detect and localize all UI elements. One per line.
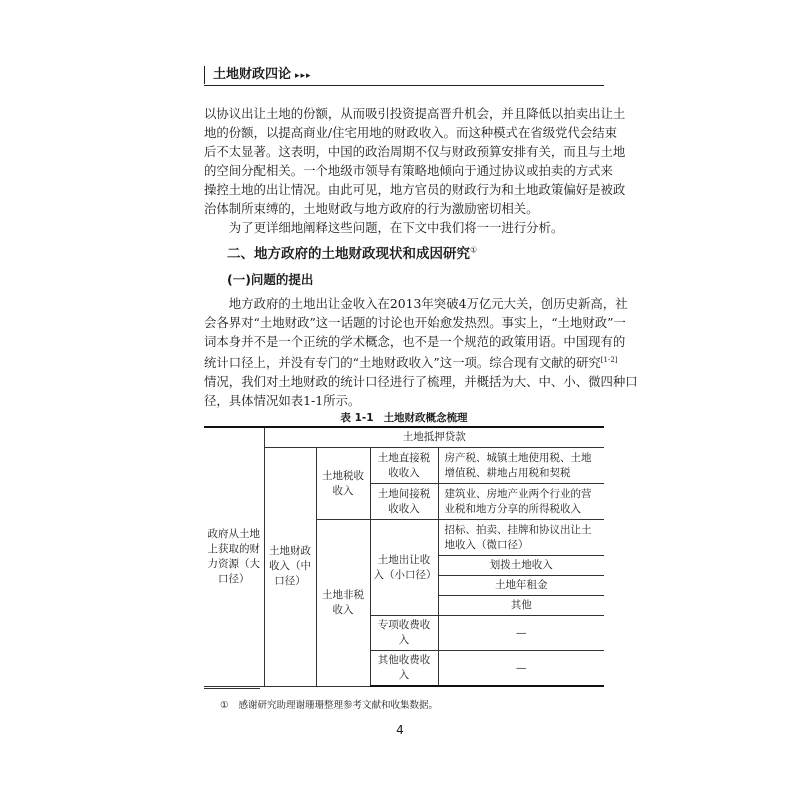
paragraph-line [204,351,618,372]
header-rule [204,85,604,86]
land-finance-table [204,426,604,687]
paragraph-line: 的空间分配相关。一个地级市领导有策略地倾向于通过协议或拍卖的方式来 [204,163,613,178]
cell-direct-tax-detail: 房产税、城镇土地使用税、土地增值税、耕地占用税和契税 [438,448,604,484]
cell-mortgage-loans: 土地抵押贷款 [264,427,604,448]
paragraph-line: 地方政府的土地出让金收入在2013年突破4万亿元大关，创历史新高，社 [228,296,628,311]
book-title: 土地财政四论 [213,67,292,82]
cell-special-fees: 专项收费收入 [370,616,438,651]
running-header [204,66,604,88]
cell-direct-tax: 土地直接税收收入 [370,448,438,484]
cell-middle-caliber: 土地财政收入（中口径） [264,448,316,687]
paragraph-line-text: 统计口径上，并没有专门的“土地财政收入”这一项。综合现有文献的研究 [204,355,601,371]
table-number: 表 1-1 [340,412,374,424]
cell-indirect-tax: 土地间接税收收入 [370,484,438,520]
section-heading-text: 二、地方政府的土地财政现状和成因研究 [227,246,470,262]
paragraph-line: 地的份额，以提高商业/住宅用地的财政收入。而这种模式在省级党代会结束 [204,125,618,140]
paragraph-1 [204,104,626,218]
footnote-rule [204,688,260,689]
header-arrows: ▸▸▸ [295,71,312,81]
paragraph-line: 词本身并不是一个正统的学术概念，也不是一个规范的政策用语。中国现有的 [204,334,626,349]
cell-land-tax-revenue: 土地税收收入 [316,448,370,520]
paragraph-line: 治体制所束缚的，土地财政与地方政府的行为激励密切相关。 [204,201,539,216]
footnote-text: 感谢研究助理谢珊珊整理参考文献和收集数据。 [238,700,439,711]
cell-annual-rent: 土地年租金 [438,576,604,596]
table-title: 土地财政概念梳理 [383,412,468,424]
paragraph-3 [204,294,638,410]
cell-allocation: 划拨土地收入 [438,556,604,576]
paragraph-line: 会各界对“土地财政”这一话题的讨论也开始愈发热烈。事实上，“土地财政”一 [204,315,626,330]
cell-non-tax-revenue: 土地非税收入 [316,520,370,687]
cell-dash: — [438,616,604,651]
footnote-ref: ① [470,245,478,255]
paragraph-line: 操控土地的出让情况。由此可见，地方官员的财政行为和土地政策偏好是被政 [204,182,626,197]
subsection-heading: (一)问题的提出 [227,272,314,287]
cell-transfer-revenue: 土地出让收入（小口径） [370,520,438,616]
cell-other-fees: 其他收费收入 [370,651,438,687]
cell-big-caliber: 政府从土地上获取的财力资源（大口径） [204,427,264,686]
footnote-mark: ① [220,700,229,711]
section-heading [227,242,477,262]
footnote [220,697,438,711]
paragraph-line: 情况，我们对土地财政的统计口径进行了梳理，并概括为大、中、小、微四种口 [204,374,638,390]
paragraph-2: 为了更详细地阐释这些问题，在下文中我们将一一进行分析。 [228,220,564,235]
cell-dash: — [438,651,604,687]
cell-indirect-tax-detail: 建筑业、房地产业两个行业的营业税和地方分享的所得税收入 [438,484,604,520]
paragraph-line: 径，具体情况如表1-1所示。 [204,393,361,409]
header-tab [204,66,318,84]
citation: [1-2] [600,356,618,364]
paragraph-line: 以协议出让土地的份额，从而吸引投资提高晋升机会，并且降低以拍卖出让土 [204,106,626,121]
cell-micro-caliber: 招标、拍卖、挂牌和协议出让土地收入（微口径） [438,520,604,556]
cell-other: 其他 [438,596,604,616]
paragraph-line: 后不太显著。这表明，中国的政治周期不仅与财政预算安排有关，而且与土地 [204,144,626,159]
page-number: 4 [396,723,404,737]
table-caption [204,410,604,425]
